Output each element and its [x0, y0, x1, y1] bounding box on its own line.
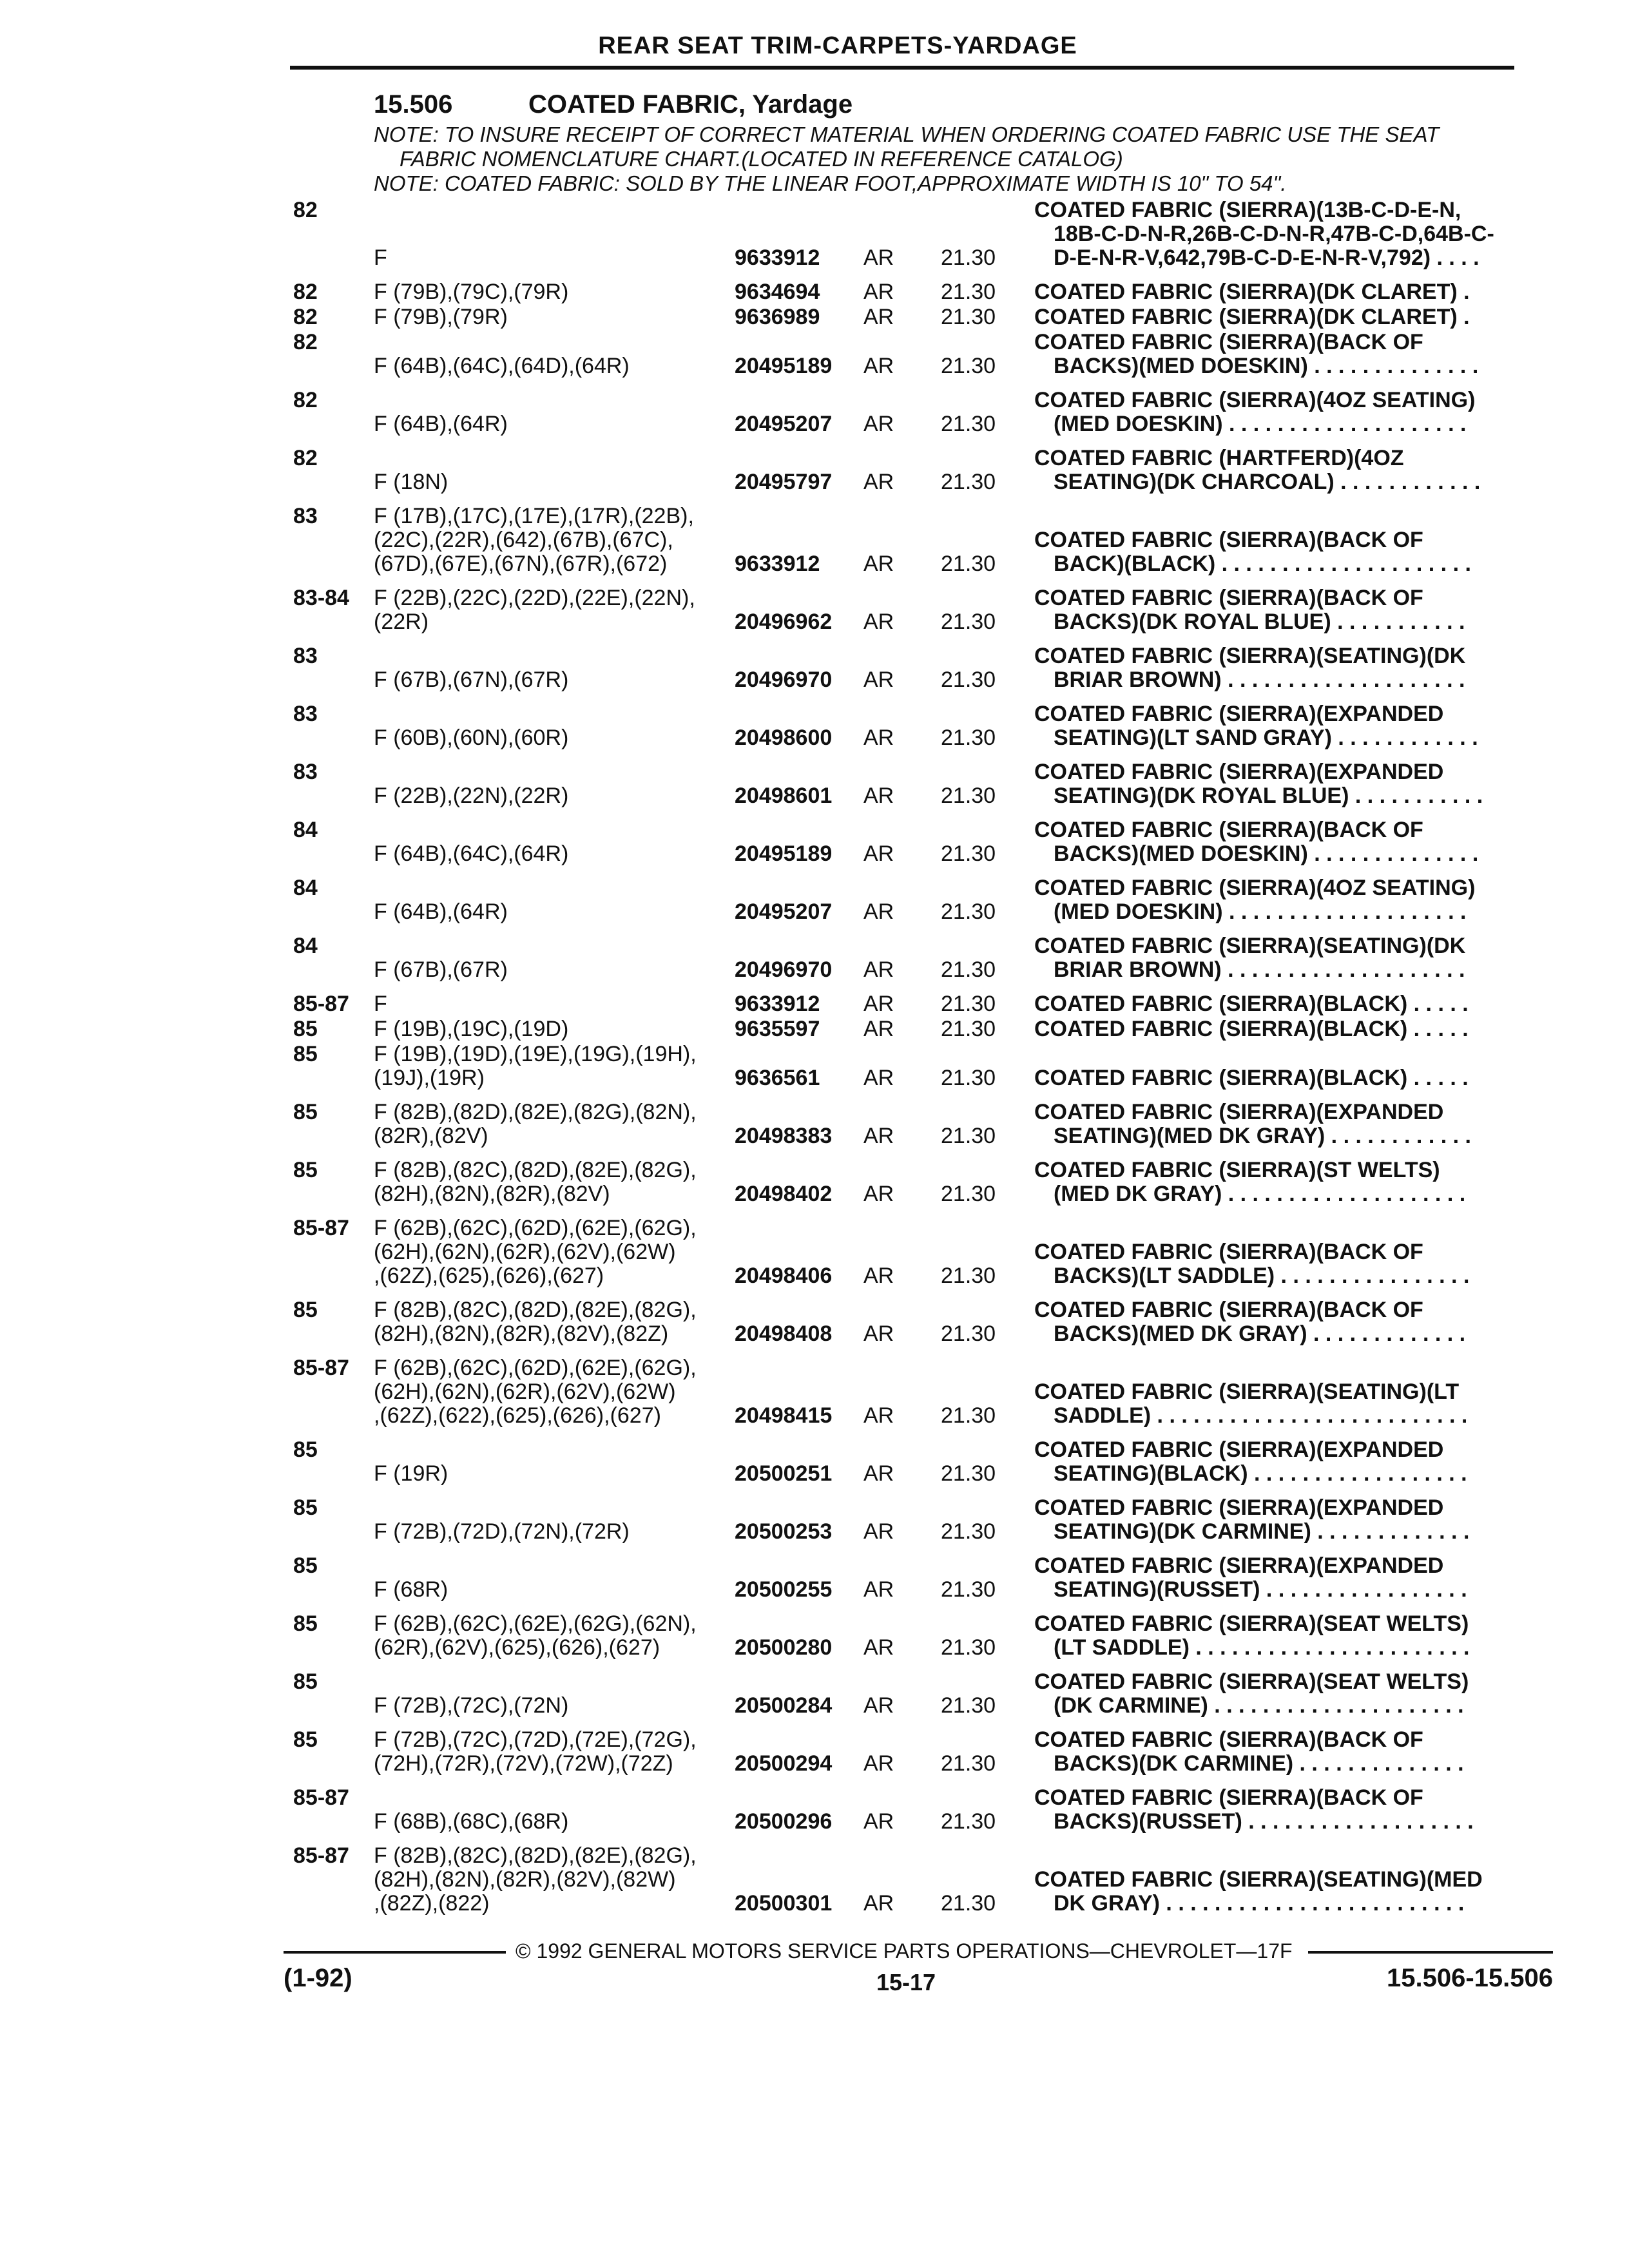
- description-line: BACKS)(DK ROYAL BLUE) . . . . . . . . . . .: [1054, 610, 1465, 634]
- quantity: AR: [863, 470, 894, 494]
- description-line: SEATING)(DK ROYAL BLUE) . . . . . . . . . . .: [1054, 783, 1483, 808]
- description-line: BRIAR BROWN) . . . . . . . . . . . . . . . . . . . .: [1054, 957, 1465, 982]
- part-number: 20495207: [735, 412, 833, 436]
- page-ref: 82: [293, 280, 318, 304]
- part-number: 20498406: [735, 1264, 833, 1288]
- description: [1034, 1496, 1556, 1544]
- price: 21.30: [941, 783, 996, 808]
- parts-row: [293, 1438, 1556, 1486]
- description-line: COATED FABRIC (SIERRA)(EXPANDED: [1034, 702, 1444, 726]
- price: 21.30: [941, 354, 996, 378]
- quantity: AR: [863, 552, 894, 576]
- model-codes: F (64B),(64R): [374, 412, 508, 436]
- price: 21.30: [941, 1321, 996, 1346]
- model-codes: F (68B),(68C),(68R): [374, 1809, 569, 1834]
- page-ref: 85: [293, 1727, 318, 1752]
- description: [1034, 280, 1556, 304]
- quantity: AR: [863, 1519, 894, 1544]
- price: 21.30: [941, 1066, 996, 1090]
- model-codes: F (62B),(62C),(62D),(62E),(62G), (62H),(62N),(62R),(62V),(62W) ,(62Z),(622),(625),(626),(627): [374, 1356, 697, 1428]
- quantity: AR: [863, 1017, 894, 1041]
- model-codes: F (22B),(22C),(22D),(22E),(22N), (22R): [374, 586, 695, 634]
- page-ref: 85-87: [293, 1216, 349, 1240]
- page-ref: 82: [293, 446, 318, 470]
- description: [1034, 447, 1556, 494]
- quantity: AR: [863, 1182, 894, 1206]
- parts-row: [293, 1100, 1556, 1148]
- price: 21.30: [941, 1751, 996, 1776]
- model-codes: F (64B),(64C),(64D),(64R): [374, 354, 630, 378]
- quantity: AR: [863, 1124, 894, 1148]
- page-ref: 85: [293, 1158, 318, 1182]
- price: 21.30: [941, 412, 996, 436]
- page-ref: 83: [293, 644, 318, 668]
- description: [1034, 934, 1556, 982]
- quantity: AR: [863, 1577, 894, 1602]
- model-codes: F (72B),(72C),(72N): [374, 1693, 569, 1718]
- description-line: COATED FABRIC (SIERRA)(EXPANDED: [1034, 1100, 1444, 1124]
- description-line: SEATING)(LT SAND GRAY) . . . . . . . . . . . .: [1054, 726, 1478, 750]
- price: 21.30: [941, 1693, 996, 1718]
- model-codes: F (60B),(60N),(60R): [374, 726, 569, 750]
- parts-row: [293, 1844, 1556, 1916]
- page-header: [290, 32, 1514, 60]
- part-number: 20500284: [735, 1693, 833, 1718]
- description-line: COATED FABRIC (SIERRA)(SEATING)(MED: [1034, 1867, 1483, 1892]
- description-line: BACKS)(LT SADDLE) . . . . . . . . . . . . . . . .: [1054, 1264, 1470, 1288]
- part-number: 20500280: [735, 1635, 833, 1660]
- model-codes: F (22B),(22N),(22R): [374, 783, 569, 808]
- page-ref: 85-87: [293, 1785, 349, 1810]
- description-line: COATED FABRIC (SIERRA)(BACK OF: [1034, 528, 1423, 552]
- description-line: (LT SADDLE) . . . . . . . . . . . . . . . . . . . . . . .: [1054, 1635, 1470, 1660]
- description-line: COATED FABRIC (SIERRA)(EXPANDED: [1034, 1495, 1444, 1520]
- price: 21.30: [941, 899, 996, 924]
- description-line: COATED FABRIC (SIERRA)(BACK OF: [1034, 818, 1423, 842]
- part-number: 9633912: [735, 552, 820, 576]
- parts-row: [293, 1786, 1556, 1834]
- quantity: AR: [863, 245, 894, 270]
- description-line: COATED FABRIC (SIERRA)(SEAT WELTS): [1034, 1669, 1469, 1694]
- quantity: AR: [863, 1891, 894, 1916]
- quantity: AR: [863, 412, 894, 436]
- part-number: 20496970: [735, 668, 833, 692]
- price: 21.30: [941, 1891, 996, 1916]
- footer-section-range: 15.506-15.506: [1386, 1964, 1553, 1992]
- description-line: BACKS)(MED DOESKIN) . . . . . . . . . . . . . .: [1054, 354, 1479, 378]
- page-ref: 84: [293, 934, 318, 958]
- parts-row: [293, 1670, 1556, 1718]
- description: [1034, 1612, 1556, 1660]
- description-line: COATED FABRIC (SIERRA)(DK CLARET) .: [1034, 305, 1470, 329]
- part-number: 20498402: [735, 1182, 833, 1206]
- description: [1034, 992, 1556, 1016]
- model-codes: F (62B),(62C),(62E),(62G),(62N), (62R),(62V),(625),(626),(627): [374, 1611, 697, 1660]
- description: [1034, 389, 1556, 436]
- description-line: COATED FABRIC (SIERRA)(BLACK) . . . . .: [1034, 1017, 1469, 1041]
- quantity: AR: [863, 610, 894, 634]
- quantity: AR: [863, 305, 894, 329]
- description: [1034, 1158, 1556, 1206]
- description: [1034, 528, 1556, 576]
- description-line: (MED DOESKIN) . . . . . . . . . . . . . . . . . . . .: [1054, 899, 1467, 924]
- page-ref: 83: [293, 702, 318, 726]
- description-line: (DK CARMINE) . . . . . . . . . . . . . . . . . . . . .: [1054, 1693, 1464, 1718]
- model-codes: F (62B),(62C),(62D),(62E),(62G), (62H),(62N),(62R),(62V),(62W) ,(62Z),(625),(626),(627): [374, 1216, 697, 1288]
- price: 21.30: [941, 1635, 996, 1660]
- description: [1034, 818, 1556, 866]
- model-codes: F (19B),(19C),(19D): [374, 1017, 569, 1041]
- description-line: BACKS)(DK CARMINE) . . . . . . . . . . . . . .: [1054, 1751, 1464, 1776]
- footer-copyright: © 1992 GENERAL MOTORS SERVICE PARTS OPERATIONS—CHEVROLET—17F: [516, 1939, 1293, 1963]
- description-line: BRIAR BROWN) . . . . . . . . . . . . . . . . . . . .: [1054, 668, 1465, 692]
- quantity: AR: [863, 1693, 894, 1718]
- page-ref: 85: [293, 1437, 318, 1462]
- part-number: 20500253: [735, 1519, 833, 1544]
- parts-row: [293, 331, 1556, 378]
- model-codes: F (82B),(82C),(82D),(82E),(82G), (82H),(82N),(82R),(82V): [374, 1158, 697, 1206]
- quantity: AR: [863, 1461, 894, 1486]
- price: 21.30: [941, 1461, 996, 1486]
- part-number: 20500255: [735, 1577, 833, 1602]
- description: [1034, 1298, 1556, 1346]
- model-codes: F (68R): [374, 1577, 448, 1602]
- description: [1034, 1438, 1556, 1486]
- description: [1034, 1066, 1556, 1090]
- description-line: SEATING)(DK CARMINE) . . . . . . . . . . . . .: [1054, 1519, 1470, 1544]
- price: 21.30: [941, 1577, 996, 1602]
- description-line: SEATING)(MED DK GRAY) . . . . . . . . . . . .: [1054, 1124, 1471, 1148]
- quantity: AR: [863, 1066, 894, 1090]
- model-codes: F (19B),(19D),(19E),(19G),(19H), (19J),(19R): [374, 1042, 697, 1090]
- part-number: 20495207: [735, 899, 833, 924]
- description-line: COATED FABRIC (SIERRA)(BACK OF: [1034, 586, 1423, 610]
- description-line: SEATING)(RUSSET) . . . . . . . . . . . . . . . . .: [1054, 1577, 1467, 1602]
- description-line: COATED FABRIC (SIERRA)(SEATING)(DK: [1034, 934, 1466, 958]
- description-line: BACKS)(RUSSET) . . . . . . . . . . . . . . . . . . .: [1054, 1809, 1474, 1834]
- page-ref: 85: [293, 1042, 318, 1066]
- part-number: 20495797: [735, 470, 833, 494]
- page-ref: 83: [293, 504, 318, 528]
- page-ref: 85-87: [293, 1356, 349, 1380]
- part-number: 20498383: [735, 1124, 833, 1148]
- parts-list: [293, 198, 1556, 1926]
- description: [1034, 644, 1556, 692]
- description-line: COATED FABRIC (SIERRA)(BACK OF: [1034, 1240, 1423, 1264]
- part-number: 20500296: [735, 1809, 833, 1834]
- description-line: COATED FABRIC (SIERRA)(BLACK) . . . . .: [1034, 992, 1469, 1016]
- description-line: COATED FABRIC (SIERRA)(SEAT WELTS): [1034, 1611, 1469, 1636]
- description-line: COATED FABRIC (SIERRA)(SEATING)(DK: [1034, 644, 1466, 668]
- price: 21.30: [941, 245, 996, 270]
- parts-row: [293, 876, 1556, 924]
- description-line: BACK)(BLACK) . . . . . . . . . . . . . . . . . . . . .: [1054, 552, 1471, 576]
- model-codes: F (72B),(72D),(72N),(72R): [374, 1519, 630, 1544]
- model-codes: F (18N): [374, 470, 448, 494]
- description-line: SEATING)(DK CHARCOAL) . . . . . . . . . . . .: [1054, 470, 1481, 494]
- description-line: COATED FABRIC (HARTFERD)(4OZ: [1034, 446, 1404, 470]
- description-line: COATED FABRIC (SIERRA)(BACK OF: [1034, 1785, 1423, 1810]
- parts-row: [293, 586, 1556, 634]
- parts-row: [293, 1728, 1556, 1776]
- price: 21.30: [941, 957, 996, 982]
- parts-row: [293, 447, 1556, 494]
- price: 21.30: [941, 1403, 996, 1428]
- page-ref: 85: [293, 1553, 318, 1578]
- description: [1034, 1240, 1556, 1288]
- price: 21.30: [941, 610, 996, 634]
- model-codes: F (82B),(82C),(82D),(82E),(82G), (82H),(82N),(82R),(82V),(82Z): [374, 1298, 697, 1346]
- description: [1034, 1868, 1556, 1916]
- description-line: 18B-C-D-N-R,26B-C-D-N-R,47B-C-D,64B-C-: [1054, 222, 1494, 246]
- model-codes: F (17B),(17C),(17E),(17R),(22B), (22C),(22R),(642),(67B),(67C), (67D),(67E),(67N),(67R),(672): [374, 504, 694, 576]
- page-ref: 85: [293, 1100, 318, 1124]
- parts-row: [293, 1017, 1556, 1041]
- description: [1034, 586, 1556, 634]
- model-codes: F (67B),(67N),(67R): [374, 668, 569, 692]
- description: [1034, 702, 1556, 750]
- description: [1034, 876, 1556, 924]
- price: 21.30: [941, 1264, 996, 1288]
- description-line: (MED DOESKIN) . . . . . . . . . . . . . . . . . . . .: [1054, 412, 1467, 436]
- quantity: AR: [863, 992, 894, 1016]
- price: 21.30: [941, 1809, 996, 1834]
- header-rule: [290, 66, 1514, 70]
- page-ref: 82: [293, 305, 318, 329]
- part-number: 20495189: [735, 841, 833, 866]
- footer-rule-right: [1308, 1951, 1553, 1954]
- part-number: 9633912: [735, 992, 820, 1016]
- description-line: COATED FABRIC (SIERRA)(BACK OF: [1034, 1298, 1423, 1322]
- page-ref: 85: [293, 1669, 318, 1694]
- description: [1034, 1670, 1556, 1718]
- price: 21.30: [941, 1182, 996, 1206]
- footer-rule-left: [284, 1951, 506, 1954]
- page-ref: 83: [293, 760, 318, 784]
- parts-row: [293, 1158, 1556, 1206]
- part-number: 9633912: [735, 245, 820, 270]
- model-codes: F (79B),(79R): [374, 305, 508, 329]
- description-line: COATED FABRIC (SIERRA)(DK CLARET) .: [1034, 280, 1470, 304]
- price: 21.30: [941, 841, 996, 866]
- section-number: 15.506: [374, 90, 453, 119]
- model-codes: F (64B),(64C),(64R): [374, 841, 569, 866]
- model-codes: F (67B),(67R): [374, 957, 508, 982]
- price: 21.30: [941, 668, 996, 692]
- part-number: 20495189: [735, 354, 833, 378]
- parts-row: [293, 1612, 1556, 1660]
- description-line: COATED FABRIC (SIERRA)(EXPANDED: [1034, 1437, 1444, 1462]
- description-line: DK GRAY) . . . . . . . . . . . . . . . . . . . . . . . . .: [1054, 1891, 1465, 1916]
- description-line: BACKS)(MED DOESKIN) . . . . . . . . . . . . . .: [1054, 841, 1479, 866]
- note-line: NOTE: TO INSURE RECEIPT OF CORRECT MATERIAL WHEN ORDERING COATED FABRIC USE THE SEAT: [374, 122, 1440, 146]
- quantity: AR: [863, 726, 894, 750]
- description-line: D-E-N-R-V,642,79B-C-D-E-N-R-V,792) . . . .: [1054, 245, 1480, 270]
- description-line: COATED FABRIC (SIERRA)(ST WELTS): [1034, 1158, 1440, 1182]
- part-number: 20500301: [735, 1891, 833, 1916]
- page-ref: 85-87: [293, 992, 349, 1016]
- model-codes: F (82B),(82D),(82E),(82G),(82N), (82R),(82V): [374, 1100, 697, 1148]
- description-line: COATED FABRIC (SIERRA)(13B-C-D-E-N,: [1034, 198, 1461, 222]
- page-ref: 82: [293, 198, 318, 222]
- model-codes: F (79B),(79C),(79R): [374, 280, 569, 304]
- parts-row: [293, 818, 1556, 866]
- description-line: COATED FABRIC (SIERRA)(BACK OF: [1034, 1727, 1423, 1752]
- parts-row: [293, 1496, 1556, 1544]
- quantity: AR: [863, 354, 894, 378]
- parts-row: [293, 280, 1556, 304]
- price: 21.30: [941, 992, 996, 1016]
- model-codes: F (72B),(72C),(72D),(72E),(72G), (72H),(72R),(72V),(72W),(72Z): [374, 1727, 697, 1776]
- parts-row: [293, 992, 1556, 1016]
- part-number: 20500294: [735, 1751, 833, 1776]
- page-ref: 84: [293, 818, 318, 842]
- description-line: COATED FABRIC (SIERRA)(4OZ SEATING): [1034, 876, 1476, 900]
- page-ref: 83-84: [293, 586, 349, 610]
- part-number: 9635597: [735, 1017, 820, 1041]
- description-line: COATED FABRIC (SIERRA)(4OZ SEATING): [1034, 388, 1476, 412]
- page-title: REAR SEAT TRIM-CARPETS-YARDAGE: [598, 32, 1077, 59]
- model-codes: F (64B),(64R): [374, 899, 508, 924]
- price: 21.30: [941, 1519, 996, 1544]
- parts-row: [293, 198, 1556, 270]
- description-line: COATED FABRIC (SIERRA)(BACK OF: [1034, 330, 1423, 354]
- price: 21.30: [941, 1017, 996, 1041]
- part-number: 9636561: [735, 1066, 820, 1090]
- description: [1034, 1786, 1556, 1834]
- part-number: 20498600: [735, 726, 833, 750]
- description: [1034, 1017, 1556, 1041]
- part-number: 20500251: [735, 1461, 833, 1486]
- model-codes: F: [374, 245, 387, 270]
- page-ref: 82: [293, 330, 318, 354]
- model-codes: F (82B),(82C),(82D),(82E),(82G), (82H),(82N),(82R),(82V),(82W) ,(82Z),(822): [374, 1843, 697, 1916]
- description-line: COATED FABRIC (SIERRA)(SEATING)(LT: [1034, 1379, 1460, 1404]
- parts-row: [293, 760, 1556, 808]
- price: 21.30: [941, 470, 996, 494]
- section-heading: [374, 90, 853, 119]
- price: 21.30: [941, 726, 996, 750]
- model-codes: F (19R): [374, 1461, 448, 1486]
- description-line: SEATING)(BLACK) . . . . . . . . . . . . . . . . . .: [1054, 1461, 1467, 1486]
- description-line: COATED FABRIC (SIERRA)(EXPANDED: [1034, 760, 1444, 784]
- parts-row: [293, 1554, 1556, 1602]
- description-line: COATED FABRIC (SIERRA)(EXPANDED: [1034, 1553, 1444, 1578]
- quantity: AR: [863, 1809, 894, 1834]
- quantity: AR: [863, 1635, 894, 1660]
- page-ref: 85-87: [293, 1843, 349, 1868]
- price: 21.30: [941, 280, 996, 304]
- parts-row: [293, 1356, 1556, 1428]
- part-number: 9636989: [735, 305, 820, 329]
- note-line: NOTE: COATED FABRIC: SOLD BY THE LINEAR FOOT,APPROXIMATE WIDTH IS 10" TO 54".: [374, 171, 1287, 195]
- quantity: AR: [863, 783, 894, 808]
- parts-row: [293, 505, 1556, 576]
- notes-block: [374, 122, 1547, 196]
- parts-row: [293, 1043, 1556, 1090]
- quantity: AR: [863, 668, 894, 692]
- description: [1034, 1100, 1556, 1148]
- quantity: AR: [863, 1403, 894, 1428]
- page-ref: 82: [293, 388, 318, 412]
- description: [1034, 1554, 1556, 1602]
- description-line: BACKS)(MED DK GRAY) . . . . . . . . . . . . .: [1054, 1321, 1466, 1346]
- parts-row: [293, 305, 1556, 329]
- footer-page-number: 15-17: [876, 1969, 936, 1995]
- page-ref: 85: [293, 1495, 318, 1520]
- description: [1034, 198, 1556, 270]
- quantity: AR: [863, 1751, 894, 1776]
- quantity: AR: [863, 280, 894, 304]
- note-line: FABRIC NOMENCLATURE CHART.(LOCATED IN REFERENCE CATALOG): [400, 147, 1123, 171]
- section-title: COATED FABRIC, Yardage: [528, 90, 853, 119]
- footer-date: (1-92): [284, 1964, 352, 1992]
- part-number: 20498408: [735, 1321, 833, 1346]
- parts-row: [293, 389, 1556, 436]
- quantity: AR: [863, 899, 894, 924]
- part-number: 20498601: [735, 783, 833, 808]
- quantity: AR: [863, 1264, 894, 1288]
- part-number: 9634694: [735, 280, 820, 304]
- parts-row: [293, 644, 1556, 692]
- parts-row: [293, 1216, 1556, 1288]
- description: [1034, 760, 1556, 808]
- description: [1034, 305, 1556, 329]
- quantity: AR: [863, 841, 894, 866]
- parts-row: [293, 702, 1556, 750]
- quantity: AR: [863, 957, 894, 982]
- quantity: AR: [863, 1321, 894, 1346]
- part-number: 20496970: [735, 957, 833, 982]
- page-ref: 85: [293, 1298, 318, 1322]
- description-line: SADDLE) . . . . . . . . . . . . . . . . . . . . . . . . . .: [1054, 1403, 1468, 1428]
- description: [1034, 331, 1556, 378]
- page-ref: 84: [293, 876, 318, 900]
- price: 21.30: [941, 552, 996, 576]
- part-number: 20496962: [735, 610, 833, 634]
- description: [1034, 1380, 1556, 1428]
- description-line: (MED DK GRAY) . . . . . . . . . . . . . . . . . . . .: [1054, 1182, 1466, 1206]
- price: 21.30: [941, 305, 996, 329]
- page-ref: 85: [293, 1017, 318, 1041]
- parts-row: [293, 934, 1556, 982]
- page-ref: 85: [293, 1611, 318, 1636]
- price: 21.30: [941, 1124, 996, 1148]
- description-line: COATED FABRIC (SIERRA)(BLACK) . . . . .: [1034, 1066, 1469, 1090]
- parts-row: [293, 1298, 1556, 1346]
- description: [1034, 1728, 1556, 1776]
- part-number: 20498415: [735, 1403, 833, 1428]
- model-codes: F: [374, 992, 387, 1016]
